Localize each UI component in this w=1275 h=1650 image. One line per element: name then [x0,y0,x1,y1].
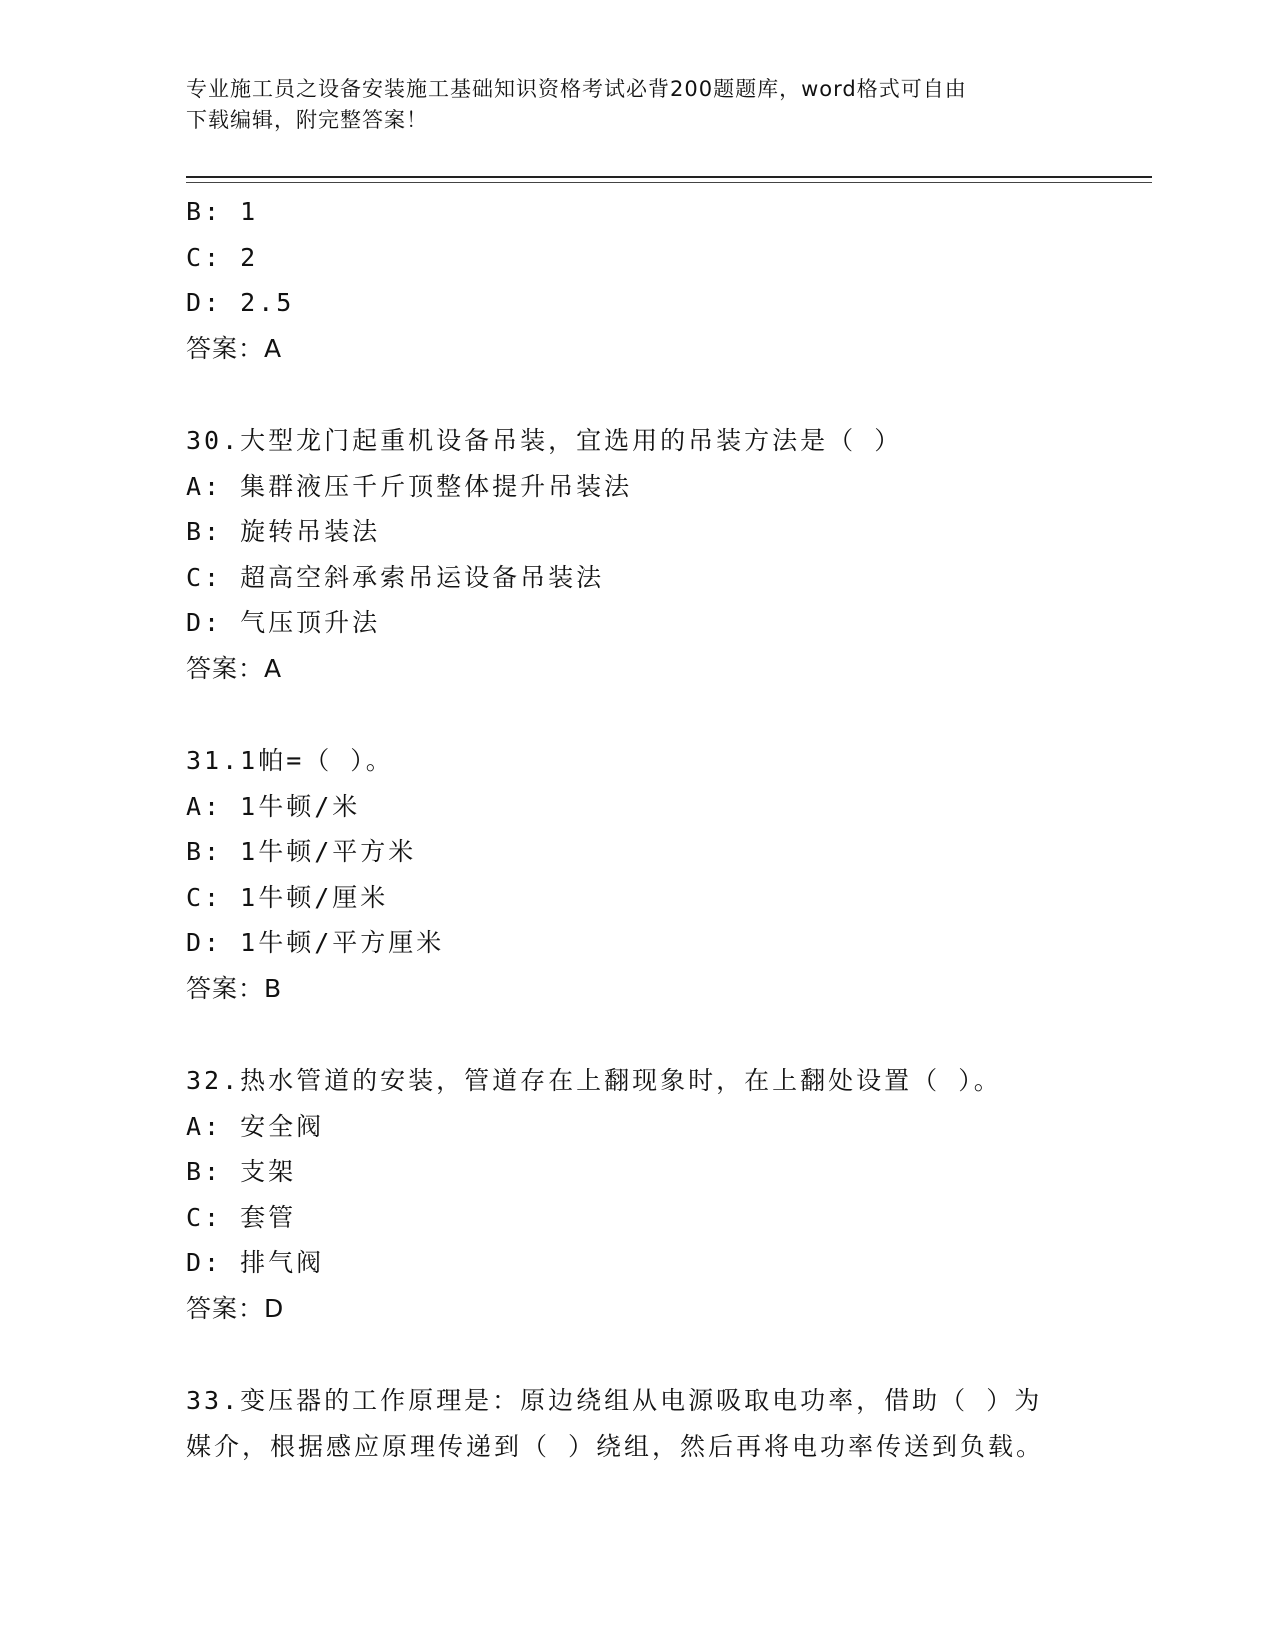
option-d: D: 气压顶升法 [186,608,381,637]
question-stem: 31.1帕=（ ）。 [186,746,394,775]
question-33 [186,1378,1086,1469]
header-line-2: 下载编辑，附完整答案！ [186,108,428,132]
answer-line: 答案：B [186,973,283,1003]
option-c: C: 超高空斜承索吊运设备吊装法 [186,562,605,592]
question-29-continued [186,189,1086,371]
question-list [186,189,1086,1469]
answer-line: 答案：D [186,1293,285,1323]
option-c: C: 2 [186,242,259,272]
question-32 [186,1058,1086,1331]
option-a: A: 集群液压千斤顶整体提升吊装法 [186,471,633,501]
option-d: D: 1牛顿/平方厘米 [186,928,445,957]
document-header [186,74,1086,136]
answer-line: 答案：A [186,653,283,683]
option-b: B: 1牛顿/平方米 [186,837,417,866]
option-c: C: 1牛顿/厘米 [186,882,389,912]
option-a: A: 安全阀 [186,1111,325,1141]
option-b: B: 支架 [186,1157,297,1186]
question-31 [186,738,1086,1011]
option-b: B: 1 [186,197,259,226]
option-c: C: 套管 [186,1202,297,1232]
question-30 [186,418,1086,691]
header-rule-thick [186,176,1152,178]
question-stem-line-1: 33.变压器的工作原理是：原边绕组从电源吸取电功率，借助（ ）为 [186,1386,1043,1415]
header-rule-thin [186,182,1152,183]
header-line-1: 专业施工员之设备安装施工基础知识资格考试必背200题题库，word格式可自由 [186,77,967,101]
question-stem-line-2: 媒介，根据感应原理传递到（ ）绕组，然后再将电功率传送到负载。 [186,1431,1045,1461]
option-a: A: 1牛顿/米 [186,791,361,821]
question-stem: 30.大型龙门起重机设备吊装，宜选用的吊装方法是（ ） [186,426,903,455]
option-d: D: 排气阀 [186,1248,325,1277]
question-stem: 32.热水管道的安装，管道存在上翻现象时，在上翻处设置（ ）。 [186,1066,1002,1095]
answer-line: 答案：A [186,333,283,363]
option-b: B: 旋转吊装法 [186,517,381,546]
option-d: D: 2.5 [186,288,295,317]
